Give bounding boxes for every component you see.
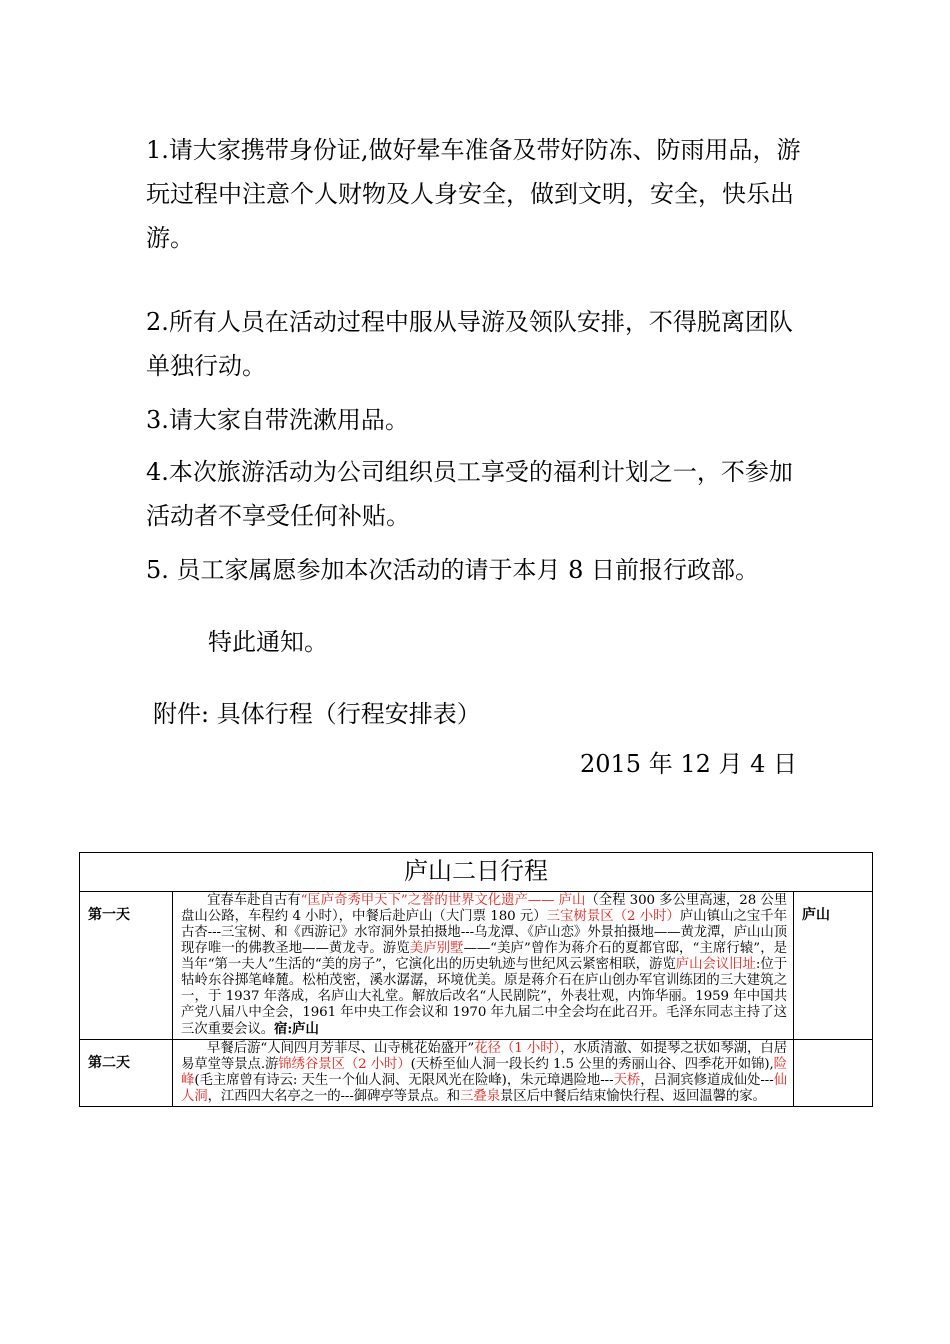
- notice-closing: 特此通知。: [208, 628, 328, 656]
- note-3: 3.请大家自带洗漱用品。: [146, 406, 409, 434]
- note-4: 4.本次旅游活动为公司组织员工享受的福利计划之一，不参加活动者不享受任何补贴。: [146, 458, 793, 530]
- notice-date: 2015 年 12 月 4 日: [580, 750, 798, 778]
- day1-label: 第一天: [80, 892, 173, 1040]
- itinerary-row-day2: [80, 1040, 873, 1107]
- attachment-line: 附件: 具体行程（行程安排表）: [153, 700, 481, 728]
- day2-label: 第二天: [80, 1040, 173, 1107]
- day2-location: [794, 1040, 873, 1107]
- day1-location: 庐山: [794, 892, 873, 1040]
- day1-description: 宜春车赴自古有“匡庐奇秀甲天下”之誉的世界文化遗产—— 庐山（全程 300 多公里高速，28 公里盘山公路，车程约 4 小时），中餐后赴庐山（大门票 180 元）三宝树景区（2 小时）庐山镇山之宝千年古杏---三宝树、和《西游记》水帘洞外景拍摄地---乌龙潭、《庐山恋》外景拍摄地——黄龙潭，庐山山顶现存唯一的佛教圣地——黄龙寺。游览美庐别墅——“美庐”曾作为蒋介石的夏都官邸，“主席行辕”，是当年“第一夫人”生活的“美的房子”，它演化出的历史轨迹与世纪风云紧密相联，游览庐山会议旧址:位于牯岭东谷掷笔峰麓。松柏茂密，溪水潺潺，环境优美。原是蒋介石在庐山创办军官训练团的三大建筑之一，于 1937 年落成，名庐山大礼堂。解放后改名“人民剧院”，外表壮观，内饰华丽。1959 年中国共产党八届八中全会，1961 年中央工作会议和 1970 年九届二中全会均在此召开。毛泽东同志主持了这三次重要会议。宿:庐山: [173, 892, 794, 1040]
- itinerary-table: [79, 852, 873, 1107]
- itinerary-title: 庐山二日行程: [80, 853, 873, 892]
- itinerary-row-day1: [80, 892, 873, 1040]
- note-5: 5. 员工家属愿参加本次活动的请于本月 8 日前报行政部。: [146, 556, 760, 584]
- day1-stay: 宿:庐山: [274, 1021, 319, 1037]
- day2-description: 早餐后游“人间四月芳菲尽、山寺桃花始盛开”花径（1 小时），水质清澈、如提琴之状如琴湖，白居易草堂等景点.游锦绣谷景区（2 小时）(天桥至仙人洞一段长约 1.5 公里的秀丽山谷、四季花开如锦),险峰(毛主席曾有诗云: 天生一个仙人洞、无限风光在险峰)，朱元璋遇险地---天桥，吕洞宾修道成仙处---仙人洞，江西四大名亭之一的---御碑亭等景点。和三叠泉景区后中餐后结束愉快行程、返回温馨的家。: [173, 1040, 794, 1107]
- note-2: 2.所有人员在活动过程中服从导游及领队安排，不得脱离团队单独行动。: [146, 308, 793, 380]
- note-1: 1.请大家携带身份证,做好晕车准备及带好防冻、防雨用品，游玩过程中注意个人财物及人身安全，做到文明，安全，快乐出游。: [146, 136, 801, 252]
